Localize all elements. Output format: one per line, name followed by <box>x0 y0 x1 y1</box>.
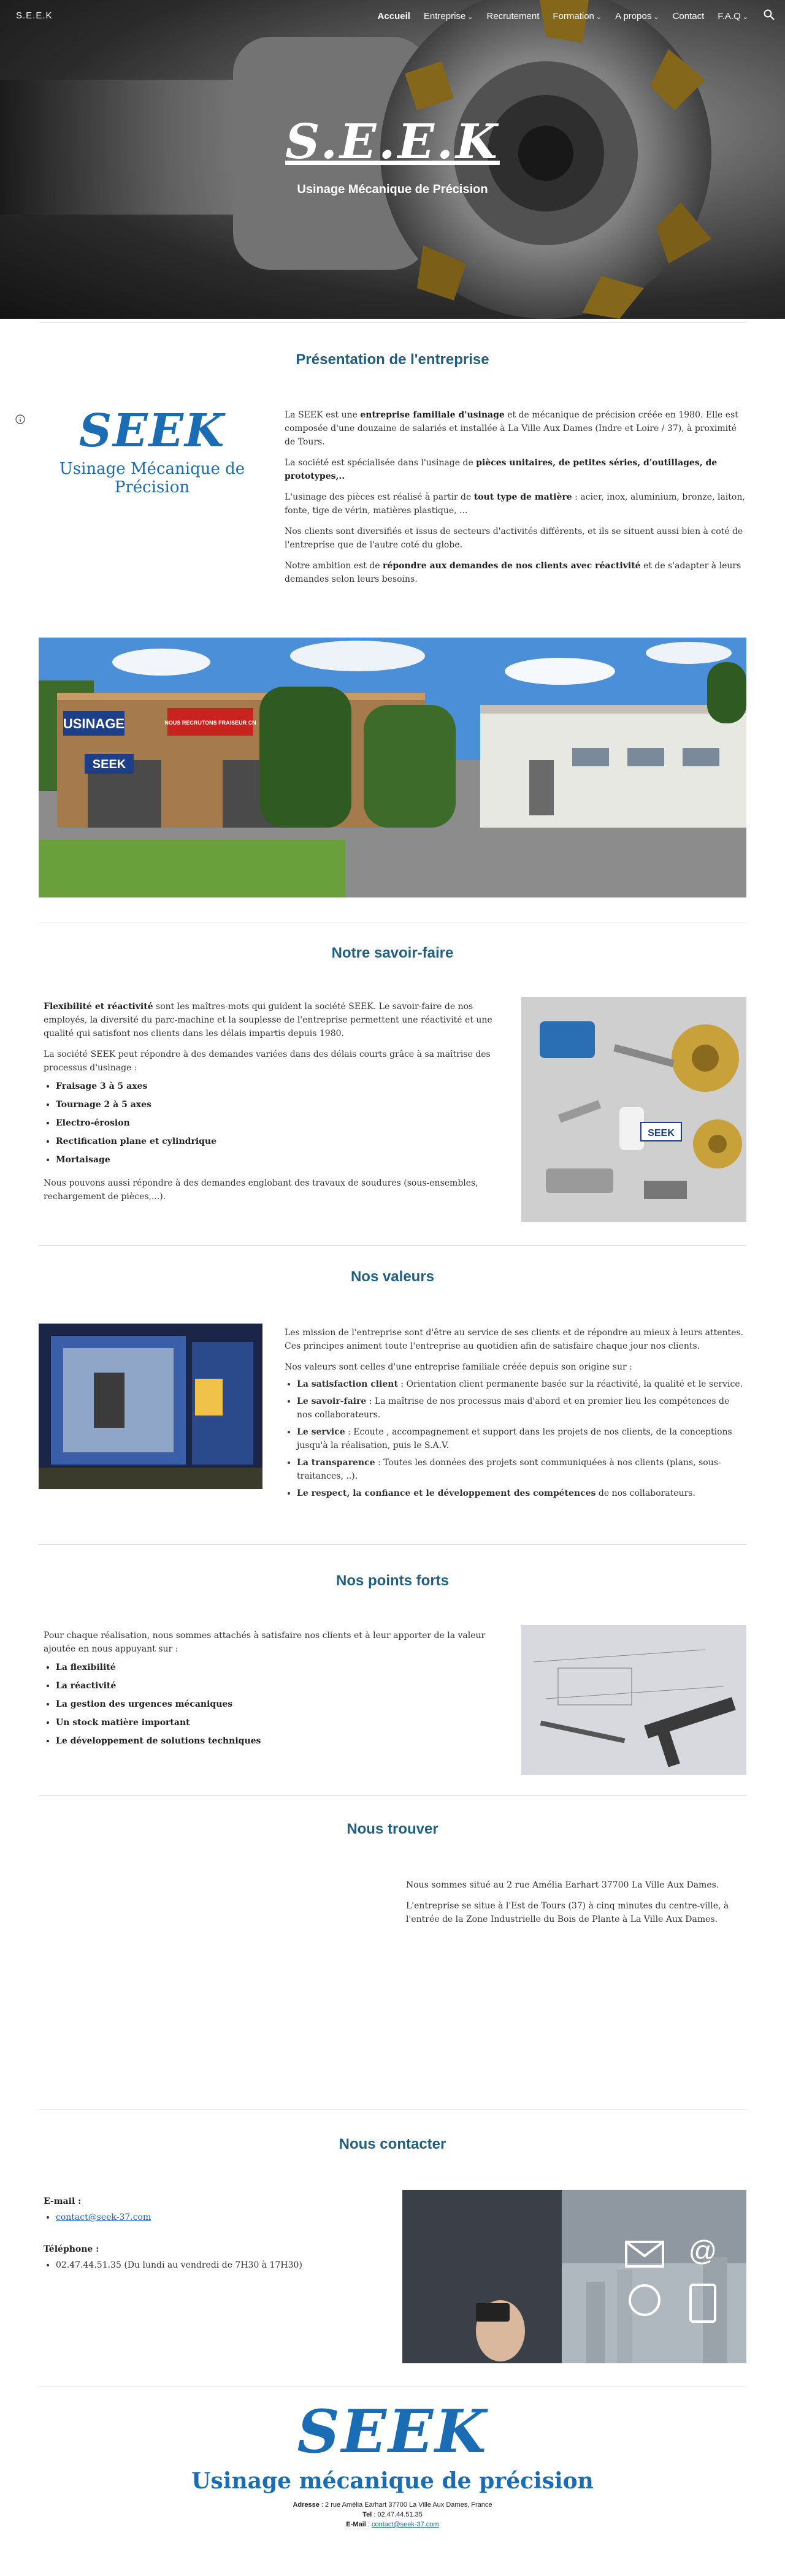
divider <box>39 322 746 323</box>
cnc-machine-photo <box>39 1324 262 1489</box>
list-item: • Tournage 2 à 5 axes <box>56 1096 499 1114</box>
nav-item-a-propos[interactable]: A propos ⌄ <box>615 11 659 21</box>
section-title-contact: Nous contacter <box>339 2136 446 2152</box>
values-list <box>297 1378 746 1500</box>
nav-item-formation[interactable]: Formation ⌄ <box>553 11 602 21</box>
email-link[interactable]: contact@seek-37.com <box>56 2212 151 2222</box>
nav-item-entreprise[interactable]: Entreprise ⌄ <box>423 11 473 21</box>
paragraph: La SEEK est une entreprise familiale d'usinage et de mécanique de précision créée en 1980. Elle est composée d'une douzaine de salariés et installée à La Ville Aux Dames (Indre et Loire / 37), à proximité de Tours. <box>285 410 738 447</box>
footer-phone: Tel : 02.47.44.51.35 <box>362 2511 423 2518</box>
paragraph: L'entreprise se situe à l'Est de Tours (37) à cinq minutes du centre-ville, à l'entrée de la Zone Industrielle du Bois de Plante à La Ville Aux Dames. <box>406 1901 729 1924</box>
email-item <box>56 2211 387 2224</box>
list-item: • Mortaisage <box>56 1151 499 1169</box>
info-icon[interactable] <box>15 414 25 424</box>
valeurs-text <box>285 1326 746 1507</box>
nav-item-recrutement[interactable]: Recrutement <box>486 11 540 21</box>
nav-menu <box>364 11 748 21</box>
paragraph: Nous sommes situé au 2 rue Amélia Earhart 37700 La Ville Aux Dames. <box>406 1880 719 1890</box>
footer <box>0 2398 785 2529</box>
list-item: • Un stock matière important <box>56 1713 499 1732</box>
chevron-down-icon: ⌄ <box>653 13 659 21</box>
logo-word: SEEK <box>78 405 226 457</box>
paragraph: Les mission de l'entreprise sont d'être au service de ses clients et de répondre au mieux à leurs attentes. Ces principes animent toute l'entreprise au quotidien afin de satisfaire chaque jour nos clients. <box>285 1328 744 1351</box>
phone-label: Téléphone : <box>44 2244 99 2254</box>
phone-item: • 02.47.44.51.35 (Du lundi au vendredi de 7H30 à 17H30) <box>56 2258 387 2272</box>
building-sign-usinage: USINAGE <box>63 716 125 731</box>
footer-address: Adresse : 2 rue Amélia Earhart 37700 La Ville Aux Dames, France <box>293 2501 492 2509</box>
paragraph: Pour chaque réalisation, nous sommes attachés à satisfaire nos clients et à leur apporter de la valeur ajoutée en nous appuyant sur : <box>44 1631 486 1654</box>
technical-drawing-photo <box>521 1625 746 1775</box>
hero-banner <box>0 0 785 319</box>
hero-subtitle: Usinage Mécanique de Précision <box>297 183 488 196</box>
list-item: • Le développement de solutions techniques <box>56 1732 499 1750</box>
strengths-list <box>56 1658 499 1750</box>
paragraph: La société SEEK peut répondre à des demandes variées dans des délais courts grâce à sa maîtrise des processus d'usinage : <box>44 1050 491 1073</box>
footer-email: E-Mail : contact@seek-37.com <box>346 2521 439 2528</box>
savoir-faire-text <box>44 1000 499 1211</box>
parts-photo <box>521 997 746 1222</box>
contact-details <box>44 2195 387 2279</box>
list-item: • La satisfaction client : Orientation client permanente basée sur la réactivité, la qualité et le service. <box>297 1378 746 1391</box>
company-building-photo <box>39 638 746 897</box>
paragraph: La société est spécialisée dans l'usinage de pièces unitaires, de petites séries, d'outillages, de prototypes,.. <box>285 458 718 481</box>
list-item: • La flexibilité <box>56 1658 499 1677</box>
chevron-down-icon: ⌄ <box>742 13 748 21</box>
paragraph: Nos clients sont diversifiés et issus de secteurs d'activités différents, et ils se situent aussi bien à coté de l'entreprise que de l'autre coté du globe. <box>285 527 743 550</box>
map-embed[interactable] <box>39 1870 382 2054</box>
divider <box>39 1795 746 1796</box>
trouver-text <box>406 1878 746 1934</box>
list-item: • La gestion des urgences mécaniques <box>56 1695 499 1713</box>
paragraph: L'usinage des pièces est réalisé à partir de tout type de matière : acier, inox, aluminium, bronze, laiton, fonte, tige de vérin, matières plastique, ... <box>285 492 745 516</box>
contact-photo <box>402 2190 746 2363</box>
site-brand[interactable]: S.E.E.K <box>16 10 53 21</box>
list-item: • Le savoir-faire : La maîtrise de nos processus mais d'abord et en premier lieu les compétences de nos collaborateurs. <box>297 1395 746 1422</box>
paragraph: Nos valeurs sont celles d'une entreprise familiale créée depuis son origine sur : <box>285 1362 632 1372</box>
footer-logo-word: SEEK <box>297 2397 488 2466</box>
list-item: • Le respect, la confiance et le développement des compétences de nos collaborateurs. <box>297 1487 746 1500</box>
section-title-presentation: Présentation de l'entreprise <box>296 351 489 368</box>
section-title-savoir-faire: Notre savoir-faire <box>331 945 454 961</box>
list-item: • Fraisage 3 à 5 axes <box>56 1077 499 1096</box>
logo-subtitle: Usinage Mécanique de Précision <box>59 460 245 497</box>
top-navigation <box>0 0 785 34</box>
chevron-down-icon: ⌄ <box>595 13 602 21</box>
list-item: • Le service : Ecoute , accompagnement et support dans les projets de nos clients, de la conceptions jusqu'à la réalisation, puis le S.A.V. <box>297 1425 746 1452</box>
footer-logo-subtitle: Usinage mécanique de précision <box>191 2468 594 2494</box>
divider <box>39 1245 746 1246</box>
section-title-valeurs: Nos valeurs <box>350 1268 435 1285</box>
chevron-down-icon: ⌄ <box>467 13 473 21</box>
email-label: E-mail : <box>44 2197 82 2206</box>
nav-item-contact[interactable]: Contact <box>672 11 705 21</box>
nav-item-accueil[interactable]: Accueil <box>377 11 410 21</box>
nav-item-f-a-q[interactable]: F.A.Q ⌄ <box>718 11 748 21</box>
list-item: • Electro-érosion <box>56 1114 499 1132</box>
paragraph: Notre ambition est de répondre aux demandes de nos clients avec réactivité et de s'adapter à leurs demandes selon leurs besoins. <box>285 561 741 584</box>
points-forts-text <box>44 1629 499 1758</box>
svg-text:@: @ <box>688 2235 718 2266</box>
paragraph: Flexibilité et réactivité sont les maîtres-mots qui guident la société SEEK. Le savoir-faire de nos employés, la diversité du parc-machine et la souplesse de l'entreprise permettent une réactivité et une qualité qui satisfont nos clients dans les délais impartis depuis 1980. <box>44 1002 492 1038</box>
divider <box>39 1544 746 1545</box>
list-item: • La transparence : Toutes les données des projets sont communiquées à nos clients (plans, sous-traitances, ..). <box>297 1456 746 1483</box>
section-title-points-forts: Nos points forts <box>336 1572 449 1589</box>
building-sign-seek: SEEK <box>92 758 126 771</box>
photo-seek-label: SEEK <box>648 1128 675 1138</box>
seek-logo <box>39 405 266 497</box>
footer-email-link[interactable]: contact@seek-37.com <box>371 2521 439 2528</box>
list-item: • La réactivité <box>56 1677 499 1695</box>
paragraph: Nous pouvons aussi répondre à des demandes englobant des travaux de soudures (sous-ensembles, rechargement de pièces,...). <box>44 1178 478 1202</box>
section-title-trouver: Nous trouver <box>347 1821 438 1837</box>
process-list <box>56 1077 499 1169</box>
hero-title: S.E.E.K <box>285 114 500 170</box>
search-icon[interactable] <box>763 9 775 21</box>
list-item: • Rectification plane et cylindrique <box>56 1132 499 1151</box>
presentation-text <box>285 408 746 593</box>
recruiting-banner: NOUS RECRUTONS FRAISEUR CN <box>164 720 256 726</box>
